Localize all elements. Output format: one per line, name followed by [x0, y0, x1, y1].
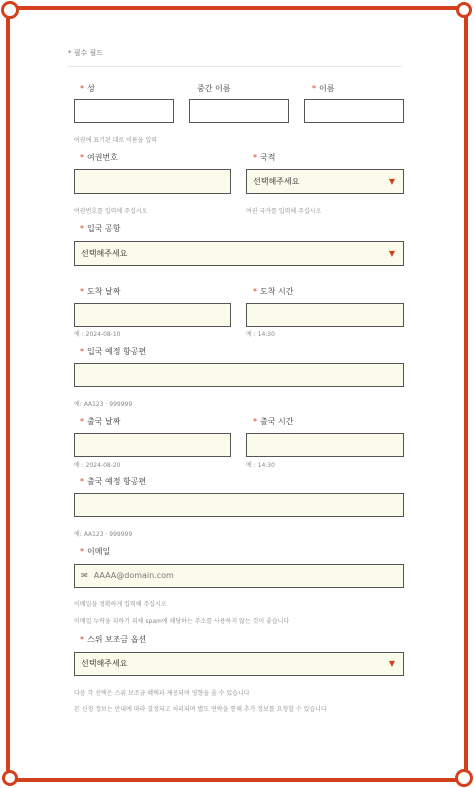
departure-time-input[interactable]: [246, 433, 404, 457]
passport-label: * 여권번호: [80, 153, 118, 162]
entry-port-select[interactable]: [74, 241, 404, 266]
insurance-label: * 스위 보조금 옵션: [80, 635, 147, 644]
passport-help: 여권번호를 입력해 주십시오: [74, 208, 148, 215]
insurance-help: 다음 각 선택은 스위 보조금 혜택과 제공되며 영향을 줄 수 있습니다: [74, 690, 250, 697]
email-help: 이메일을 정확하게 입력해 주십시오: [74, 601, 167, 608]
email-placeholder: AAAA@domain.com: [93, 571, 174, 580]
last-name-input[interactable]: [74, 99, 174, 123]
arrival-flight-input[interactable]: [74, 363, 404, 387]
arrival-date-label: * 도착 날짜: [80, 287, 121, 296]
departure-date-help: 예 : 2024-08-20: [74, 462, 121, 469]
insurance-select[interactable]: [74, 652, 404, 676]
arrival-flight-label: * 입국 예정 항공편: [80, 347, 147, 356]
departure-flight-label: * 출국 예정 항공편: [80, 477, 147, 486]
arrival-time-input[interactable]: [246, 303, 404, 327]
frame-corner: [456, 2, 472, 18]
insurance-note: 본 신청 정보는 안내에 따라 결정되고 처리되며 별도 연락을 통해 추가 정보를 요청할 수 있습니다: [74, 706, 327, 713]
last-name-label: * 성: [80, 84, 95, 93]
arrival-date-help: 예 : 2024-08-10: [74, 331, 121, 338]
chevron-down-icon: ▼: [388, 249, 395, 258]
arrival-time-label: * 도착 시간: [253, 287, 294, 296]
insurance-select-value: 선택해주세요: [81, 659, 128, 668]
entry-port-select-value: 선택해주세요: [81, 249, 128, 258]
frame-corner: [2, 770, 18, 786]
passport-input[interactable]: [74, 169, 231, 194]
departure-date-label: * 출국 날짜: [80, 417, 121, 426]
nationality-select[interactable]: [246, 169, 404, 194]
nationality-help: 여권 국가를 입력해 주십시오: [246, 208, 322, 215]
departure-time-help: 예 : 14:30: [246, 462, 275, 469]
departure-flight-input[interactable]: [74, 493, 404, 517]
required-note: * 필수 필드: [68, 49, 103, 57]
arrival-date-input[interactable]: [74, 303, 231, 327]
departure-flight-help: 예: AA123 · 999999: [74, 531, 133, 538]
email-note: 이메일 누락을 피하기 위해 spam에 해당하는 주소를 사용하지 않는 것이 좋습니다: [74, 618, 290, 625]
departure-time-label: * 출국 시간: [253, 417, 294, 426]
nationality-label: * 국적: [253, 153, 276, 162]
mail-icon: ✉: [81, 571, 88, 580]
middle-name-input[interactable]: [189, 99, 289, 123]
first-name-label: * 이름: [312, 84, 335, 93]
middle-name-label: 중간 이름: [197, 84, 231, 93]
email-input[interactable]: [74, 564, 404, 588]
entry-port-label: * 입국 공항: [80, 224, 121, 233]
chevron-down-icon: ▼: [388, 177, 395, 186]
first-name-input[interactable]: [304, 99, 404, 123]
email-label: * 이메일: [80, 547, 111, 556]
nationality-select-value: 선택해주세요: [253, 177, 300, 186]
departure-date-input[interactable]: [74, 433, 231, 457]
name-help: 여권에 표기된 대로 이름을 입력: [74, 137, 157, 144]
chevron-down-icon: ▼: [388, 659, 395, 668]
arrival-flight-help: 예: AA123 · 999999: [74, 401, 133, 408]
arrival-time-help: 예 : 14:30: [246, 331, 275, 338]
divider: [68, 66, 402, 67]
